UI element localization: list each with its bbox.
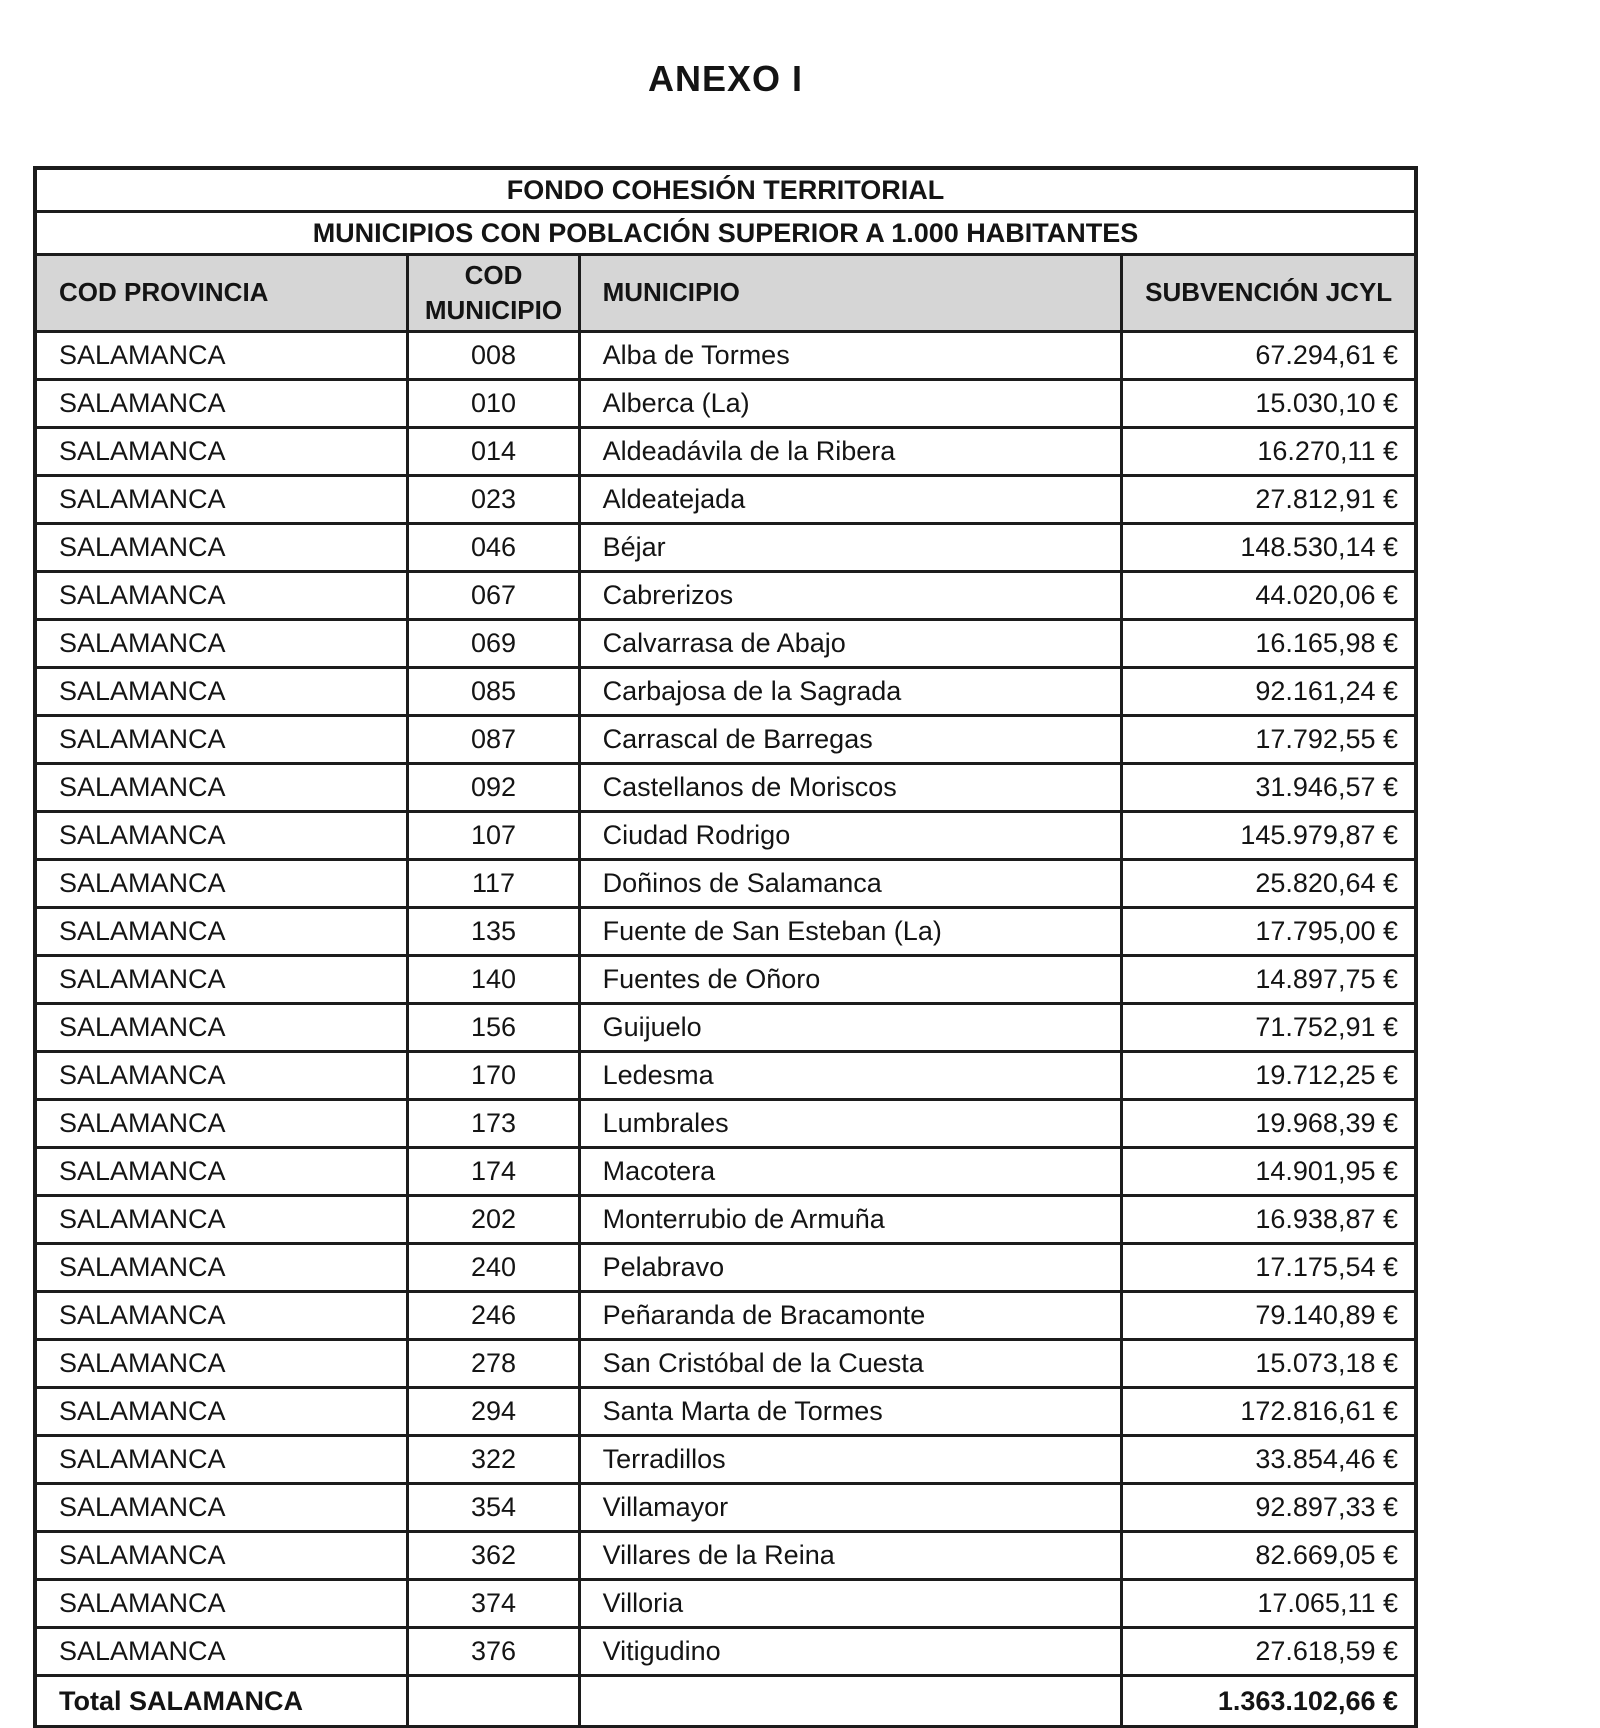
cell-cod-municipio: 087 (408, 716, 579, 764)
cell-subvencion: 16.270,11 € (1122, 428, 1416, 476)
total-row (35, 1676, 1416, 1728)
table-row (35, 668, 1416, 716)
cell-cod-provincia: SALAMANCA (35, 716, 408, 764)
table-row (35, 908, 1416, 956)
page-title: ANEXO I (647, 58, 804, 99)
cell-municipio: Alba de Tormes (579, 332, 1122, 380)
table-row (35, 764, 1416, 812)
cell-subvencion: 15.073,18 € (1122, 1340, 1416, 1388)
cell-cod-municipio: 069 (408, 620, 579, 668)
cell-municipio: Doñinos de Salamanca (579, 860, 1122, 908)
total-label: Total SALAMANCA (35, 1676, 408, 1728)
cell-cod-municipio: 085 (408, 668, 579, 716)
cell-cod-municipio: 014 (408, 428, 579, 476)
column-header-cod-municipio: COD MUNICIPIO (408, 255, 579, 332)
cell-cod-municipio: 107 (408, 812, 579, 860)
cell-cod-provincia: SALAMANCA (35, 572, 408, 620)
table-row (35, 1628, 1416, 1676)
cell-cod-provincia: SALAMANCA (35, 1484, 408, 1532)
cell-cod-provincia: SALAMANCA (35, 1292, 408, 1340)
table-row (35, 1196, 1416, 1244)
table-row (35, 620, 1416, 668)
cell-municipio: Carrascal de Barregas (579, 716, 1122, 764)
cell-cod-municipio: 092 (408, 764, 579, 812)
cell-municipio: Peñaranda de Bracamonte (579, 1292, 1122, 1340)
fondo-cohesion-table (33, 166, 1418, 1728)
cell-municipio: Guijuelo (579, 1004, 1122, 1052)
cell-cod-provincia: SALAMANCA (35, 1436, 408, 1484)
cell-cod-municipio: 140 (408, 956, 579, 1004)
cell-municipio: Fuente de San Esteban (La) (579, 908, 1122, 956)
cell-subvencion: 27.618,59 € (1122, 1628, 1416, 1676)
cell-subvencion: 17.795,00 € (1122, 908, 1416, 956)
table-subtitle: MUNICIPIOS CON POBLACIÓN SUPERIOR A 1.000 HABITANTES (35, 212, 1416, 255)
cell-cod-provincia: SALAMANCA (35, 1388, 408, 1436)
cell-cod-municipio: 135 (408, 908, 579, 956)
cell-municipio: Macotera (579, 1148, 1122, 1196)
cell-cod-provincia: SALAMANCA (35, 1244, 408, 1292)
table-row (35, 1148, 1416, 1196)
cell-cod-municipio: 294 (408, 1388, 579, 1436)
cell-municipio: Aldeadávila de la Ribera (579, 428, 1122, 476)
cell-municipio: Villoria (579, 1580, 1122, 1628)
cell-cod-municipio: 023 (408, 476, 579, 524)
cell-subvencion: 31.946,57 € (1122, 764, 1416, 812)
cell-subvencion: 82.669,05 € (1122, 1532, 1416, 1580)
cell-subvencion: 14.901,95 € (1122, 1148, 1416, 1196)
total-empty-municipio (579, 1676, 1122, 1728)
cell-cod-provincia: SALAMANCA (35, 1148, 408, 1196)
cell-cod-provincia: SALAMANCA (35, 476, 408, 524)
cell-cod-municipio: 173 (408, 1100, 579, 1148)
table-row (35, 1388, 1416, 1436)
cell-municipio: Fuentes de Oñoro (579, 956, 1122, 1004)
cell-cod-municipio: 010 (408, 380, 579, 428)
table-title: FONDO COHESIÓN TERRITORIAL (35, 168, 1416, 212)
cell-municipio: Monterrubio de Armuña (579, 1196, 1122, 1244)
table-row (35, 1340, 1416, 1388)
table-body (35, 332, 1416, 1676)
table-row (35, 860, 1416, 908)
cell-cod-provincia: SALAMANCA (35, 860, 408, 908)
table-row (35, 476, 1416, 524)
cell-cod-municipio: 170 (408, 1052, 579, 1100)
cell-subvencion: 25.820,64 € (1122, 860, 1416, 908)
cell-subvencion: 172.816,61 € (1122, 1388, 1416, 1436)
table-row (35, 1532, 1416, 1580)
cell-cod-municipio: 246 (408, 1292, 579, 1340)
cell-municipio: Lumbrales (579, 1100, 1122, 1148)
cell-municipio: Alberca (La) (579, 380, 1122, 428)
cell-cod-municipio: 156 (408, 1004, 579, 1052)
cell-cod-provincia: SALAMANCA (35, 764, 408, 812)
table-row (35, 812, 1416, 860)
table-row (35, 716, 1416, 764)
cell-subvencion: 15.030,10 € (1122, 380, 1416, 428)
table-row (35, 1580, 1416, 1628)
cell-subvencion: 33.854,46 € (1122, 1436, 1416, 1484)
cell-cod-provincia: SALAMANCA (35, 620, 408, 668)
table-row (35, 956, 1416, 1004)
cell-municipio: Aldeatejada (579, 476, 1122, 524)
cell-cod-municipio: 067 (408, 572, 579, 620)
cell-cod-municipio: 202 (408, 1196, 579, 1244)
cell-subvencion: 16.938,87 € (1122, 1196, 1416, 1244)
cell-cod-municipio: 322 (408, 1436, 579, 1484)
table-row (35, 1244, 1416, 1292)
cell-subvencion: 92.897,33 € (1122, 1484, 1416, 1532)
cell-cod-provincia: SALAMANCA (35, 380, 408, 428)
table-row (35, 1004, 1416, 1052)
table-row (35, 572, 1416, 620)
column-header-subvencion-jcyl: SUBVENCIÓN JCYL (1122, 255, 1416, 332)
cell-subvencion: 27.812,91 € (1122, 476, 1416, 524)
cell-cod-municipio: 376 (408, 1628, 579, 1676)
table-row (35, 1292, 1416, 1340)
cell-municipio: San Cristóbal de la Cuesta (579, 1340, 1122, 1388)
cell-cod-provincia: SALAMANCA (35, 1628, 408, 1676)
cell-cod-provincia: SALAMANCA (35, 1580, 408, 1628)
cell-cod-municipio: 046 (408, 524, 579, 572)
table-row (35, 332, 1416, 380)
cell-subvencion: 148.530,14 € (1122, 524, 1416, 572)
total-amount: 1.363.102,66 € (1122, 1676, 1416, 1728)
table-row (35, 1100, 1416, 1148)
table-row (35, 428, 1416, 476)
cell-subvencion: 16.165,98 € (1122, 620, 1416, 668)
banner-row-2 (35, 212, 1416, 255)
cell-cod-provincia: SALAMANCA (35, 332, 408, 380)
cell-municipio: Villamayor (579, 1484, 1122, 1532)
cell-subvencion: 92.161,24 € (1122, 668, 1416, 716)
column-header-municipio: MUNICIPIO (579, 255, 1122, 332)
cell-cod-provincia: SALAMANCA (35, 428, 408, 476)
column-header-row (35, 255, 1416, 332)
table-row (35, 524, 1416, 572)
cell-cod-provincia: SALAMANCA (35, 1340, 408, 1388)
table-row (35, 1484, 1416, 1532)
cell-municipio: Cabrerizos (579, 572, 1122, 620)
cell-cod-provincia: SALAMANCA (35, 524, 408, 572)
cell-cod-provincia: SALAMANCA (35, 1052, 408, 1100)
cell-municipio: Terradillos (579, 1436, 1122, 1484)
cell-municipio: Ledesma (579, 1052, 1122, 1100)
cell-cod-provincia: SALAMANCA (35, 1532, 408, 1580)
cell-cod-municipio: 354 (408, 1484, 579, 1532)
cell-municipio: Ciudad Rodrigo (579, 812, 1122, 860)
cell-subvencion: 19.712,25 € (1122, 1052, 1416, 1100)
cell-municipio: Carbajosa de la Sagrada (579, 668, 1122, 716)
cell-cod-municipio: 278 (408, 1340, 579, 1388)
cell-cod-municipio: 362 (408, 1532, 579, 1580)
cell-municipio: Béjar (579, 524, 1122, 572)
cell-cod-municipio: 174 (408, 1148, 579, 1196)
column-header-cod-provincia: COD PROVINCIA (35, 255, 408, 332)
cell-cod-provincia: SALAMANCA (35, 668, 408, 716)
banner-row-1 (35, 168, 1416, 212)
cell-cod-provincia: SALAMANCA (35, 812, 408, 860)
cell-subvencion: 79.140,89 € (1122, 1292, 1416, 1340)
cell-subvencion: 71.752,91 € (1122, 1004, 1416, 1052)
total-empty-cod (408, 1676, 579, 1728)
cell-municipio: Calvarrasa de Abajo (579, 620, 1122, 668)
cell-subvencion: 44.020,06 € (1122, 572, 1416, 620)
cell-cod-provincia: SALAMANCA (35, 1100, 408, 1148)
table-row (35, 1436, 1416, 1484)
cell-subvencion: 145.979,87 € (1122, 812, 1416, 860)
cell-cod-municipio: 008 (408, 332, 579, 380)
cell-subvencion: 17.792,55 € (1122, 716, 1416, 764)
cell-municipio: Villares de la Reina (579, 1532, 1122, 1580)
cell-subvencion: 14.897,75 € (1122, 956, 1416, 1004)
cell-subvencion: 19.968,39 € (1122, 1100, 1416, 1148)
cell-subvencion: 17.065,11 € (1122, 1580, 1416, 1628)
table-row (35, 1052, 1416, 1100)
cell-cod-provincia: SALAMANCA (35, 1196, 408, 1244)
cell-cod-provincia: SALAMANCA (35, 956, 408, 1004)
cell-cod-municipio: 240 (408, 1244, 579, 1292)
cell-cod-municipio: 374 (408, 1580, 579, 1628)
cell-subvencion: 67.294,61 € (1122, 332, 1416, 380)
cell-cod-municipio: 117 (408, 860, 579, 908)
cell-cod-provincia: SALAMANCA (35, 1004, 408, 1052)
cell-subvencion: 17.175,54 € (1122, 1244, 1416, 1292)
cell-municipio: Vitigudino (579, 1628, 1122, 1676)
cell-cod-provincia: SALAMANCA (35, 908, 408, 956)
cell-municipio: Santa Marta de Tormes (579, 1388, 1122, 1436)
table-row (35, 380, 1416, 428)
cell-municipio: Pelabravo (579, 1244, 1122, 1292)
cell-municipio: Castellanos de Moriscos (579, 764, 1122, 812)
